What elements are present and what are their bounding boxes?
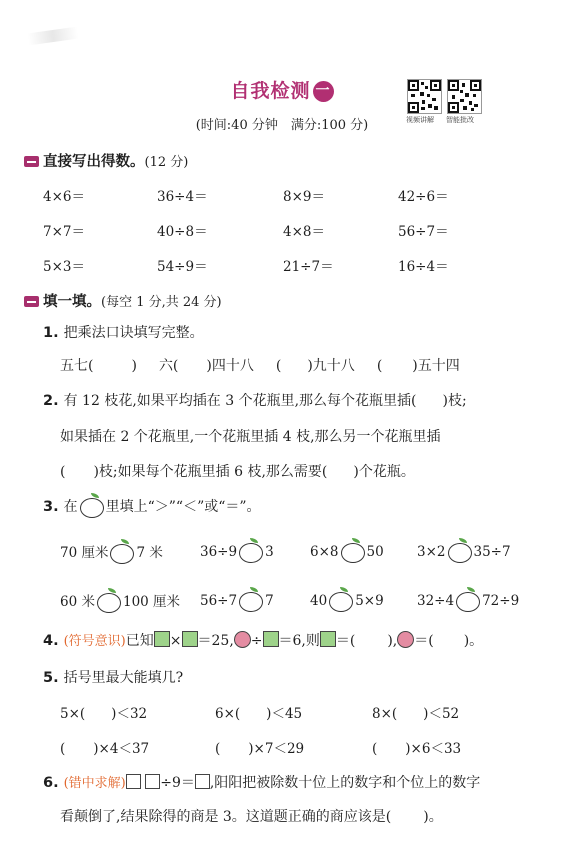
pink-circle-icon [397,631,414,648]
apple-icon [80,496,104,516]
page-title: 自我检测 一 [0,76,564,103]
calc-item: 5×3＝ [43,259,85,275]
question-2-line-3: ( )枝;如果每个花瓶里插 6 枝,那么需要( )个花瓶。 [60,464,415,480]
qr-label-video: 视频讲解 [406,116,434,124]
pink-circle-icon [234,631,251,648]
calc-item: 56÷7＝ [398,224,449,240]
compare-item: 70 厘米 7 米 [60,541,163,562]
tag-error-solving: (错中求解) [63,776,126,791]
compare-item: 3×2 35÷7 [417,541,511,561]
fill-item: ( )×4＜37 [60,741,150,757]
blank-box-icon [195,774,210,789]
apple-answer-icon[interactable] [456,590,480,610]
time-and-score-info: (时间:40 分钟 满分:100 分) [195,118,369,133]
calc-item: 21÷7＝ [283,259,334,275]
apple-answer-icon[interactable] [97,591,121,611]
fill-item: 8×( )＜52 [372,706,460,722]
apple-answer-icon[interactable] [110,542,134,562]
question-1-prompt: 1. 把乘法口诀填写完整。 [43,325,204,341]
decorative-brush-stroke [27,27,78,46]
green-square-icon [182,631,198,647]
question-2-line-2: 如果插在 2 个花瓶里,一个花瓶里插 4 枝,那么另一个花瓶里插 [60,429,441,445]
question-2-line-1: 2. 有 12 枝花,如果平均插在 3 个花瓶里,那么每个花瓶里插( )枝; [43,393,467,409]
green-square-icon [154,631,170,647]
calc-item: 7×7＝ [43,224,85,240]
fill-item: 6×( )＜45 [215,706,303,722]
calc-item: 36÷4＝ [157,189,208,205]
title-number-badge: 一 [313,81,334,102]
green-square-icon [263,631,279,647]
compare-item: 32÷4 72÷9 [417,590,519,610]
section-number-icon [24,296,39,307]
compare-item: 36÷9 3 [200,541,274,561]
qr-code-video-icon[interactable] [407,79,442,114]
question-4: 4. (符号意识)已知 × ＝25, ÷ ＝6,则 ＝( ), ＝( )。 [43,633,484,649]
question-1-items: 五七( ) 六( )四十八 ( )九十八 ( )五十四 [60,358,460,374]
calc-item: 16÷4＝ [398,259,449,275]
compare-item: 56÷7 7 [200,590,274,610]
section-1-heading: 直接写出得数。(12 分) [43,154,189,170]
blank-box-icon [126,774,141,789]
apple-answer-icon[interactable] [341,541,365,561]
apple-answer-icon[interactable] [448,541,472,561]
compare-item: 40 5×9 [310,590,384,610]
fill-item: ( )×6＜33 [372,741,462,757]
compare-item: 60 米 100 厘米 [60,590,180,611]
section-number-icon [24,156,39,167]
section-2-heading: 填一填。(每空 1 分,共 24 分) [43,294,222,310]
fill-item: 5×( )＜32 [60,706,148,722]
blank-box-icon [145,774,160,789]
calc-item: 40÷8＝ [157,224,208,240]
qr-code-grading-icon[interactable] [447,79,482,114]
question-6-line-1: 6. (错中求解) ÷9＝ ,阳阳把被除数十位上的数字和个位上的数字 [43,775,481,791]
calc-item: 4×8＝ [283,224,325,240]
calc-item: 8×9＝ [283,189,325,205]
calc-item: 54÷9＝ [157,259,208,275]
apple-answer-icon[interactable] [329,590,353,610]
question-6-line-2: 看颠倒了,结果除得的商是 3。这道题正确的商应该是( )。 [60,809,443,825]
green-square-icon [320,631,336,647]
question-3-prompt: 3. 在 里填上“＞”“＜”或“＝”。 [43,496,261,516]
calc-item: 42÷6＝ [398,189,449,205]
apple-answer-icon[interactable] [239,590,263,610]
apple-answer-icon[interactable] [239,541,263,561]
question-5-prompt: 5. 括号里最大能填几? [43,670,184,686]
compare-item: 6×8 50 [310,541,384,561]
calc-item: 4×6＝ [43,189,85,205]
fill-item: ( )×7＜29 [215,741,305,757]
tag-symbol-sense: (符号意识) [63,634,126,649]
qr-label-grading: 智能批改 [446,116,474,124]
